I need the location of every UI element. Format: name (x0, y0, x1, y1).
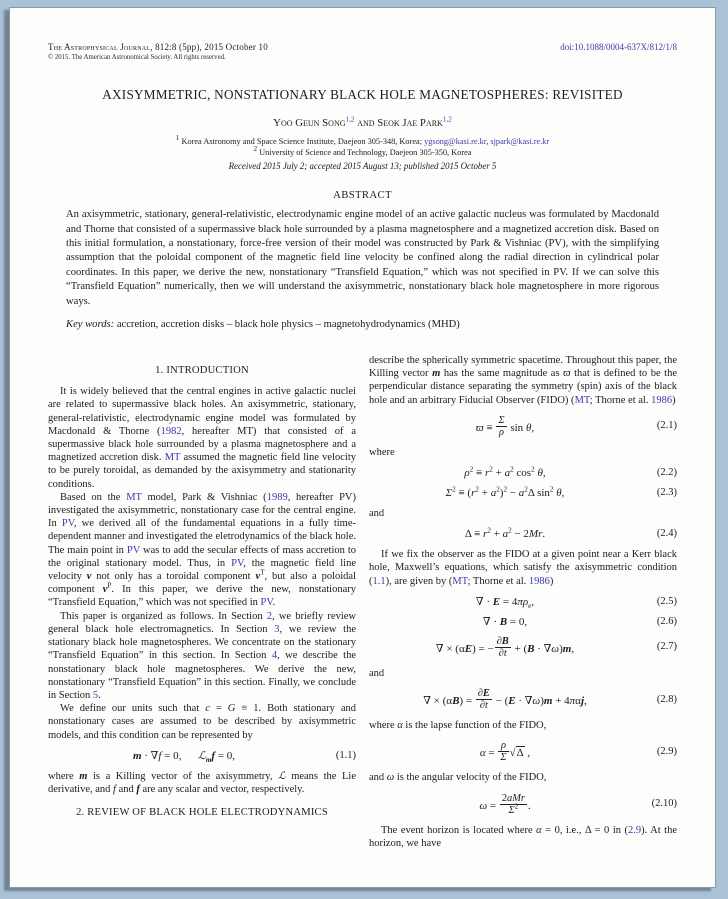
paragraph (48, 610, 356, 702)
equation-formula (369, 415, 641, 438)
text-seg: Korea Astronomy and Space Science Institute, Daejeon 305-348, Korea; (179, 137, 425, 146)
text-seg: + (490, 528, 503, 541)
text-seg: 2 (531, 465, 535, 474)
text-seg: ϖ (563, 368, 571, 380)
text-seg: , hereafter PV) investigated the axisymmetric, nonstationary case for the central engine. In (48, 491, 356, 530)
text-seg: f (211, 749, 216, 762)
section-heading (48, 806, 356, 819)
equation (369, 487, 677, 499)
text-seg (181, 750, 198, 762)
text-seg: , 812:8 (5pp), 2015 October 10 (150, 42, 268, 52)
text-seg: v (86, 571, 92, 583)
text-seg: + 4 (552, 694, 570, 707)
equation-formula (369, 528, 641, 540)
text-seg: 2 (549, 485, 554, 494)
text-seg: · ∇ (534, 642, 552, 655)
text-seg: m (132, 749, 142, 762)
text-seg: , (561, 487, 565, 500)
equation (369, 595, 677, 611)
ref-link[interactable]: sjpark@kasi.re.kr (490, 137, 550, 146)
text-seg: model, Park & Vishniac ( (141, 491, 267, 503)
text-seg: , (486, 137, 491, 146)
text-seg: where (369, 720, 398, 732)
text-seg: , we describe the nonstationary black hole magnetospheres. We derive the new, nonstationary “Transfield Equation” in this section. Finally, we conclude in Section (48, 650, 356, 701)
text-seg: t (484, 700, 488, 712)
text-seg: m (562, 642, 572, 655)
ref-link[interactable]: 1986 (651, 394, 673, 406)
equation-number: (2.9) (656, 745, 677, 757)
paragraph (369, 548, 677, 588)
text-seg: α (479, 747, 486, 760)
section-heading (48, 364, 356, 377)
ref-link[interactable]: PV (61, 518, 74, 530)
text-seg: is the angular velocity of the FIDO, (394, 772, 547, 784)
text-seg: 2 (508, 526, 512, 535)
text-seg: = 4 (500, 595, 518, 608)
text-seg: ) = − (472, 642, 494, 655)
abstract-heading: ABSTRACT (333, 189, 392, 202)
text-seg: where (369, 446, 395, 458)
paragraph (48, 491, 356, 610)
equation-formula (369, 487, 641, 499)
text-seg: m (79, 770, 88, 782)
text-seg: and (354, 117, 378, 129)
equation-number: (2.5) (656, 595, 677, 607)
equation (369, 793, 677, 816)
text-seg: B (527, 642, 535, 655)
equation (369, 467, 677, 479)
text-seg: = 0, (507, 615, 528, 628)
text-seg: , we briefly review general black hole electromagnetics. In Section (48, 610, 356, 635)
text-seg: cos (513, 467, 532, 480)
affiliation-1 (48, 134, 677, 148)
text-seg: α (397, 720, 403, 732)
text-seg: not only has a toroidal component (91, 571, 256, 583)
text-seg: G (227, 703, 236, 715)
text-seg: · ∇ (141, 749, 159, 762)
text-seg: ρ (500, 740, 506, 752)
ref-link[interactable]: 1,2 (345, 115, 355, 124)
equation-number: (2.7) (656, 641, 677, 653)
equation-formula (369, 595, 641, 611)
text-seg: ρ (499, 426, 504, 438)
equation (369, 688, 677, 711)
text-seg: f (158, 749, 162, 762)
text-seg: where (48, 770, 80, 782)
text-seg: If we fix the observer as the FIDO at a given point near a Kerr black hole, Maxwell’s equations, which satisfy the axisymmetric condition ( (369, 549, 677, 587)
text-seg: ), are given by ( (385, 575, 453, 587)
page-content (10, 8, 715, 850)
paragraph (369, 354, 677, 407)
paragraph (369, 719, 677, 732)
text-seg: describe the spherically symmetric spacetime. Throughout this paper, the Killing vector (369, 355, 677, 380)
text-seg: E (464, 642, 473, 655)
text-seg: a (518, 487, 525, 500)
text-seg: Seok Jae Park (377, 117, 443, 129)
text-seg: The Astrophysical Journal (48, 42, 151, 52)
text-seg: · ∇ (515, 694, 533, 707)
fraction (495, 636, 511, 659)
text-seg: − (507, 487, 519, 500)
ref-link[interactable]: ygsong@kasi.re.kr (424, 137, 487, 146)
text-seg: = (485, 747, 498, 760)
text-seg: Yoo Geun Song (273, 117, 346, 129)
fraction (498, 740, 508, 763)
text-seg: 2 (524, 485, 528, 494)
ref-link[interactable]: 1.1 (372, 575, 386, 587)
text-seg: E (492, 595, 501, 608)
text-seg: ∇ × (α (423, 694, 453, 707)
text-seg: , (531, 421, 535, 434)
text-seg: . (272, 597, 276, 609)
equation-number: (2.8) (656, 693, 677, 705)
text-seg: ≡ ( (455, 487, 472, 500)
text-seg: ) (559, 642, 563, 655)
text-seg: B (499, 615, 508, 628)
text-seg: Based on the (60, 491, 127, 503)
paragraph (48, 770, 356, 796)
text-seg: and (115, 783, 137, 795)
text-seg: , hereafter MT) that consisted of a supermassive black hole surrounded by a plasma magnetosphere and a magnetized accretion disk. (48, 425, 357, 464)
equation-formula (369, 793, 641, 816)
text-seg: t (503, 647, 507, 659)
ref-link[interactable]: 2 (266, 610, 273, 622)
paragraph (369, 507, 677, 520)
text-seg: r (484, 467, 490, 480)
text-seg: . (527, 799, 531, 812)
text-seg: α (536, 824, 542, 836)
text-seg: v (255, 571, 261, 583)
text-seg: The event horizon is located where (381, 824, 537, 836)
text-seg: = 0, i.e., Δ = 0 in ( (541, 824, 628, 836)
text-seg: Σ (445, 487, 453, 500)
equation-formula (369, 636, 641, 659)
text-seg: assumed the magnetic field line velocity to be purely toroidal, as demanded by the axisymmetry and stationarity conditions. (48, 452, 356, 490)
text-seg: ∂ (477, 688, 483, 700)
text-seg: B (452, 694, 460, 707)
text-seg: 2 (496, 485, 500, 494)
text-seg: , (584, 694, 587, 707)
text-seg: ℒ (197, 749, 206, 762)
text-seg: θ (537, 467, 543, 480)
text-seg: and (369, 508, 385, 520)
text-seg: are any scalar and vector, respectively. (139, 783, 305, 795)
text-seg: ; Thorne et al. (589, 394, 652, 406)
square-root: √Δ (509, 747, 524, 760)
left-column (48, 354, 356, 850)
right-column (369, 354, 677, 850)
text-seg: is a Killing vector of the axisymmetry, (87, 770, 279, 782)
text-seg: ≡ (483, 421, 496, 434)
text-seg: It is widely believed that the central engines in active galactic nuclei are related to supermassive black holes. An axisymmetric, stationary, general-relativistic, electrodynamic engine model was formulated by Macdonald & Thorne ( (48, 386, 356, 437)
text-seg: f (113, 783, 116, 795)
ref-link[interactable]: PV (260, 597, 273, 609)
journal-header (48, 42, 677, 61)
text-seg: j (580, 694, 584, 707)
fraction (500, 793, 527, 816)
text-seg: ) (540, 694, 544, 707)
text-seg: ℒ (278, 770, 286, 782)
text-seg: ϖ (475, 421, 484, 434)
text-seg: − ( (492, 694, 509, 707)
ref-link[interactable]: 4 (271, 650, 278, 662)
equation-number: (2.3) (656, 487, 677, 499)
equation (369, 636, 677, 659)
text-seg: f (136, 783, 140, 795)
ref-link[interactable]: 5 (92, 689, 99, 701)
ref-link[interactable]: MT (574, 394, 590, 406)
keywords-line (66, 319, 659, 330)
paragraph (48, 702, 356, 742)
copyright-text: © 2015. The American Astronomical Society. All rights reserved. (48, 54, 226, 61)
text-seg: 2 (514, 802, 519, 811)
text-seg: An axisymmetric, stationary, general-relativistic, electrodynamic engine model of an active galactic nucleus was formulated by Macdonald and Thorne that consisted of a supermassive black hole surrounded by a plasma magnetosphere and a magnetized accretion disk. Based on this initial formulation, a nonstationary, force-free version of their model was constructed by Park & Vishniac (PV), with the simplifying assumption that the poloidal component of the magnetic field line velocity be confined along the radial direction in cylindrical polar coordinates. In this paper, we derive the new, nonstationary “Transfield Equation,” which was not specified in PV. If we can solve this “Transfield Equation” numerically, then we will understand the axisymmetric, nonstationary black hole magnetosphere in more rigorous ways. (66, 209, 659, 307)
text-seg: , (571, 642, 575, 655)
received-line: Received 2015 July 2; accepted 2015 August 13; published 2015 October 5 (228, 161, 497, 172)
text-seg: Σ (508, 804, 515, 816)
text-seg: = 0, (215, 749, 236, 762)
equation-formula (369, 616, 641, 628)
text-seg: 2. REVIEW OF BLACK HOLE ELECTRODYNAMICS (76, 807, 328, 819)
text-seg: E (508, 694, 516, 707)
text-seg: v (102, 584, 108, 596)
text-seg: . (98, 689, 101, 701)
text-seg: + ( (511, 642, 528, 655)
text-seg: . (542, 528, 546, 541)
text-seg: 1. INTRODUCTION (155, 365, 249, 377)
text-seg: 2 (489, 465, 493, 474)
ref-link[interactable]: 2.9 (627, 824, 642, 836)
equation-formula (369, 688, 641, 711)
equation (369, 415, 677, 438)
text-seg: P (107, 581, 112, 590)
text-seg: ) (549, 575, 554, 587)
text-seg: 2 (475, 485, 479, 494)
text-seg: ≡ (473, 467, 485, 480)
text-seg: sin (507, 421, 526, 434)
paper-title: AXISYMMETRIC, NONSTATIONARY BLACK HOLE MAGNETOSPHERES: REVISITED (102, 87, 623, 102)
ref-link[interactable]: MT (126, 491, 142, 503)
text-seg: ω (386, 772, 395, 784)
journal-header-left (48, 42, 268, 61)
text-seg: m (543, 694, 553, 707)
text-seg: m (205, 755, 212, 764)
text-seg: and (369, 667, 385, 679)
text-seg: University of Science and Technology, Daejeon 305-350, Korea (257, 147, 472, 157)
text-seg: Δ sin (527, 487, 550, 500)
paragraph (48, 385, 356, 491)
ref-link[interactable]: 1989 (266, 491, 288, 503)
text-seg: , (542, 467, 546, 480)
text-seg: We define our units such that (60, 703, 206, 715)
text-seg: α (575, 694, 581, 707)
text-seg: π (517, 595, 523, 608)
text-seg: = (487, 799, 499, 812)
text-seg: T (260, 568, 265, 577)
text-seg: a (502, 528, 509, 541)
text-seg: 2 (452, 485, 456, 494)
text-seg: ). At the horizon, we have (369, 824, 677, 849)
text-seg: 1 (175, 134, 180, 143)
paragraph (369, 446, 677, 459)
text-seg: 2 (501, 792, 508, 804)
text-seg: 2 (487, 526, 491, 535)
text-seg: ) (672, 394, 676, 406)
text-seg: = 0, (161, 749, 182, 762)
equation-number: (2.4) (656, 528, 677, 540)
text-seg: m (432, 368, 441, 380)
text-seg: , we derived all of the fundamental equations in a fully time-dependent manner and investigated the eletrodynamics of the black hole. The main point in (48, 518, 357, 556)
abstract-text (66, 208, 659, 309)
text-seg: ) (499, 487, 504, 500)
text-seg: , we review the stationary black hole magnetospheres. We concentrate on the stationary “Transfield Equation” in this section. In Section (48, 623, 357, 662)
text-seg: π (569, 694, 576, 707)
fraction (496, 415, 506, 438)
authors-line (48, 117, 677, 129)
equation (369, 528, 677, 540)
text-seg: a (504, 467, 511, 480)
text-seg: r (483, 528, 488, 541)
text-seg: a (490, 487, 497, 500)
text-seg: ; Thorne et al. (467, 575, 529, 587)
text-seg: ω (479, 799, 488, 812)
text-seg: ρ (522, 595, 529, 608)
text-seg: . In this paper, we derive the new, nonstationary “Transfield Equation,” which was not specified in (48, 584, 356, 609)
ref-link[interactable]: 1982 (160, 425, 182, 437)
equation-number: (2.2) (656, 467, 677, 479)
text-seg: , (531, 595, 535, 608)
text-seg: e (528, 602, 532, 611)
text-seg: aMr (507, 792, 525, 804)
text-seg: E (482, 688, 490, 700)
text-seg: was to add the secular effects of mass accretion to the original stationary model. Thus, in (48, 544, 356, 569)
text-seg: ∇ · (475, 595, 493, 608)
equation-formula (369, 740, 641, 763)
text-seg: , (524, 747, 531, 760)
text-seg: Key words: (66, 319, 117, 331)
text-seg: B (501, 635, 509, 647)
affiliation-2 (48, 144, 677, 159)
text-seg: This paper is organized as follows. In Section (60, 610, 267, 622)
equation (369, 740, 677, 763)
doi-link[interactable]: doi:10.1088/0004-637X/812/1/8 (560, 42, 677, 52)
equation-formula (369, 467, 641, 479)
text-seg: ≡ 1. Both stationary and nonstationary cases are assumed to be described by axisymmetric models, and this condition can be represented by (48, 703, 357, 741)
ref-link[interactable]: 3 (274, 623, 280, 635)
ref-link[interactable]: 1,2 (442, 115, 452, 124)
text-seg: has the same magnitude as (440, 368, 564, 380)
paragraph (369, 771, 677, 784)
equation-number: (2.1) (656, 420, 677, 432)
text-seg: c (205, 703, 210, 715)
equation (48, 750, 356, 762)
text-seg: + (478, 487, 491, 500)
text-seg: 2 (253, 144, 258, 153)
text-seg: Δ ≡ (464, 528, 484, 541)
text-seg: Σ (498, 414, 505, 426)
text-seg: ∂ (498, 647, 504, 659)
text-seg: 2 (503, 485, 508, 494)
text-seg: ∇ · (482, 615, 500, 628)
text-seg: and (369, 772, 387, 784)
text-seg: ω (532, 694, 541, 707)
ref-link[interactable]: PV (126, 544, 141, 556)
text-seg: Mr (528, 528, 543, 541)
equation (369, 616, 677, 628)
ref-link[interactable]: PV (231, 557, 244, 569)
text-seg: ρ (464, 467, 470, 480)
text-seg: r (471, 487, 476, 500)
text-seg: 2 (510, 465, 514, 474)
text-seg: , but also a poloidal component (48, 571, 356, 596)
ref-link[interactable]: 1986 (528, 575, 550, 587)
text-seg: ∂ (496, 635, 502, 647)
ref-link[interactable]: MT (164, 452, 181, 464)
text-seg: + (492, 467, 505, 480)
text-seg: ω (551, 642, 560, 655)
two-column-body (48, 354, 677, 850)
text-seg: − 2 (511, 528, 529, 541)
text-seg: that is defined to be the perpendicular distance separating the symmetry (spin) axis of the black hole and an arbitrary Fiducial Observer (FIDO) ( (369, 368, 677, 406)
text-seg: means the Lie derivative, and (48, 770, 356, 795)
text-seg: = (209, 703, 228, 715)
paragraph (369, 824, 677, 850)
text-seg: 2 (469, 465, 474, 474)
equation-number: (2.10) (651, 798, 677, 810)
text-seg: θ (525, 421, 532, 434)
text-seg: Σ (500, 752, 507, 764)
page (9, 7, 716, 888)
equation-formula (48, 750, 320, 762)
ref-link[interactable]: MT (452, 575, 468, 587)
text-seg: Δ (516, 747, 524, 760)
text-seg: ) = (459, 694, 475, 707)
text-seg: accretion, accretion disks – black hole physics – magnetohydrodynamics (MHD) (116, 319, 460, 331)
text-seg: θ (556, 487, 562, 500)
text-seg: is the lapse function of the FIDO, (402, 720, 547, 732)
paragraph (369, 667, 677, 680)
equation-number: (2.6) (656, 615, 677, 627)
equation-number: (1.1) (335, 749, 356, 761)
text-seg: ∇ × (α (435, 642, 465, 655)
journal-citation (48, 42, 268, 52)
text-seg: ∂ (479, 700, 485, 712)
fraction (476, 688, 492, 711)
text-seg: , the magnetic field line velocity (48, 557, 356, 583)
